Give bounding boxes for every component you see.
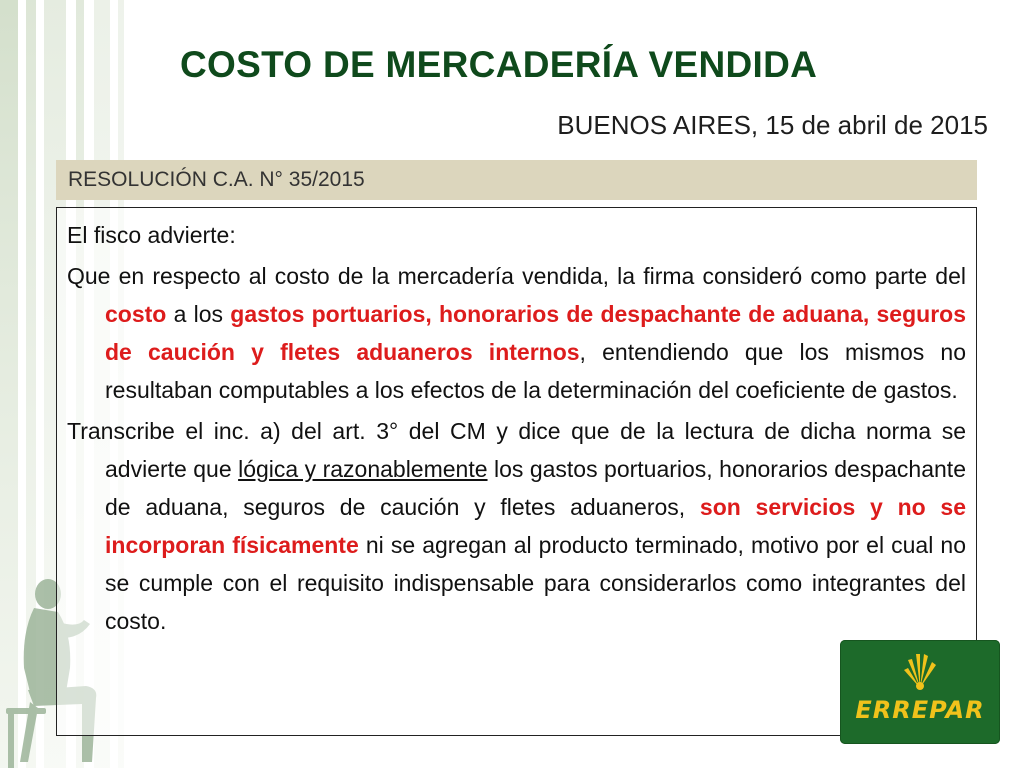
- text-segment: Que en respecto al costo de la mercadería vendida, la firma consideró como parte del: [67, 263, 966, 289]
- logo-text: ERREPAR: [855, 696, 985, 724]
- highlight-gastos: gastos portuarios, honorarios de despachante de aduana, seguros de caución y fletes aduaneros internos: [105, 301, 966, 365]
- text-segment: los gastos portuarios, honorarios despachante de aduana, seguros de caución y fletes aduaneros,: [105, 456, 966, 520]
- resolution-band: RESOLUCIÓN C.A. N° 35/2015: [56, 160, 977, 200]
- content-box: [56, 207, 977, 736]
- highlight-costo: costo: [105, 301, 167, 327]
- highlight-servicios: son servicios y no se incorporan físicamente: [105, 494, 966, 558]
- sun-rays-icon: [902, 650, 938, 690]
- paragraph-transcribe: [67, 412, 966, 640]
- intro-paragraph: El fisco advierte:: [67, 222, 236, 248]
- errepar-logo: [840, 640, 1000, 744]
- date-location: BUENOS AIRES, 15 de abril de 2015: [557, 110, 988, 140]
- underlined-phrase: lógica y razonablemente: [238, 456, 488, 482]
- text-segment: a los: [166, 301, 231, 327]
- text-segment: Transcribe el inc. a) del art. 3° del CM y dice que de la lectura de dicha norma se advierte que: [67, 418, 966, 482]
- paragraph-costo: [67, 257, 966, 409]
- text-segment: ni se agregan al producto terminado, motivo por el cual no se cumple con el requisito indispensable para considerarlos como integrantes del costo.: [105, 532, 966, 634]
- text-segment: , entendiendo que los mismos no resultaban computables a los efectos de la determinación del coeficiente de gastos.: [105, 339, 967, 403]
- slide-title: COSTO DE MERCADERÍA VENDIDA: [180, 44, 818, 85]
